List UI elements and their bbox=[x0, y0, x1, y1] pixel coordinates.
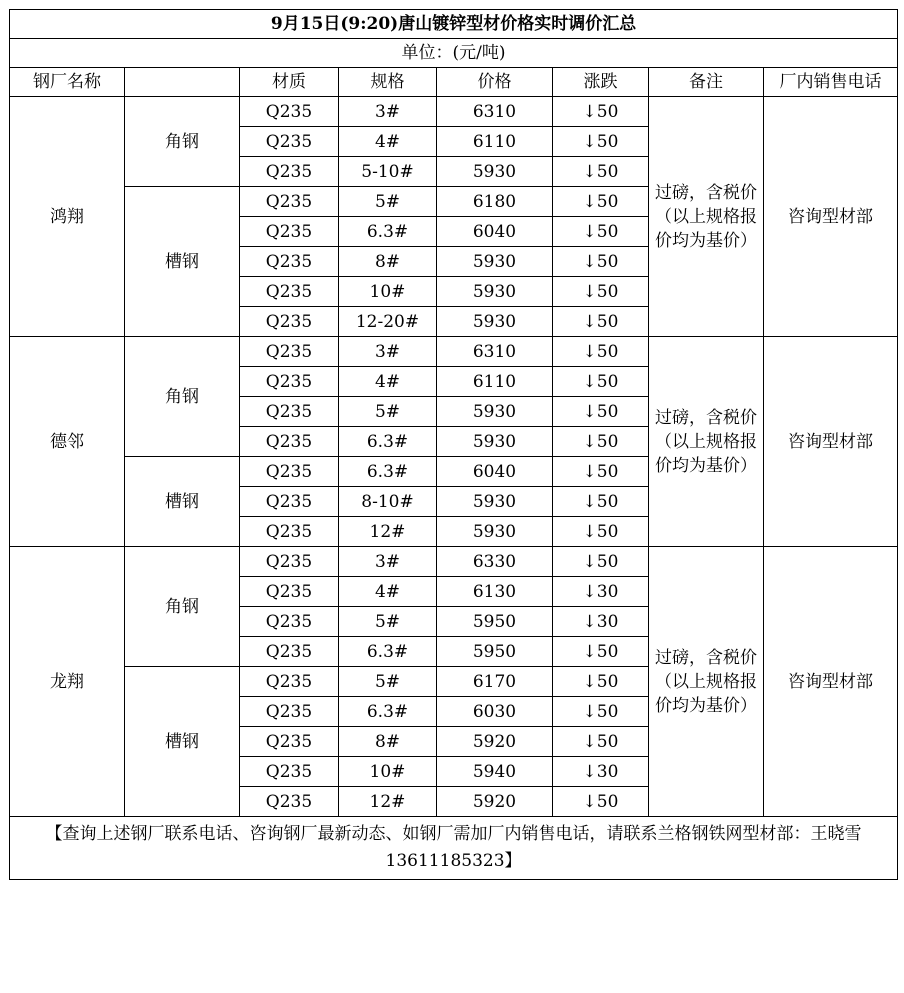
change-cell: ↓50 bbox=[553, 547, 649, 577]
change-cell: ↓50 bbox=[553, 337, 649, 367]
material-cell: Q235 bbox=[240, 697, 339, 727]
price-cell: 6110 bbox=[437, 127, 553, 157]
spec-cell: 8# bbox=[339, 727, 437, 757]
spec-cell: 3# bbox=[339, 337, 437, 367]
header-blank bbox=[125, 68, 240, 97]
price-cell: 6040 bbox=[437, 217, 553, 247]
change-cell: ↓50 bbox=[553, 517, 649, 547]
price-table bbox=[9, 9, 898, 880]
spec-cell: 6.3# bbox=[339, 217, 437, 247]
mill-name: 鸿翔 bbox=[10, 97, 125, 337]
price-cell: 5930 bbox=[437, 487, 553, 517]
price-cell: 5950 bbox=[437, 607, 553, 637]
product-type: 角钢 bbox=[125, 97, 240, 187]
phone-cell: 咨询型材部 bbox=[764, 97, 898, 337]
change-cell: ↓50 bbox=[553, 727, 649, 757]
material-cell: Q235 bbox=[240, 457, 339, 487]
material-cell: Q235 bbox=[240, 487, 339, 517]
spec-cell: 6.3# bbox=[339, 697, 437, 727]
phone-cell: 咨询型材部 bbox=[764, 337, 898, 547]
spec-cell: 12# bbox=[339, 517, 437, 547]
spec-cell: 3# bbox=[339, 97, 437, 127]
price-cell: 6330 bbox=[437, 547, 553, 577]
change-cell: ↓50 bbox=[553, 97, 649, 127]
remark-cell: 过磅，含税价（以上规格报价均为基价） bbox=[649, 337, 764, 547]
change-cell: ↓50 bbox=[553, 367, 649, 397]
remark-cell: 过磅，含税价（以上规格报价均为基价） bbox=[649, 547, 764, 817]
material-cell: Q235 bbox=[240, 397, 339, 427]
change-cell: ↓30 bbox=[553, 757, 649, 787]
change-cell: ↓50 bbox=[553, 187, 649, 217]
change-cell: ↓50 bbox=[553, 127, 649, 157]
change-cell: ↓50 bbox=[553, 637, 649, 667]
price-cell: 5930 bbox=[437, 277, 553, 307]
contact-footer: 【查询上述钢厂联系电话、咨询钢厂最新动态、如钢厂需加厂内销售电话，请联系兰格钢铁网型材部：王晓雪13611185323】 bbox=[10, 817, 898, 880]
spec-cell: 12-20# bbox=[339, 307, 437, 337]
change-cell: ↓50 bbox=[553, 427, 649, 457]
change-cell: ↓50 bbox=[553, 667, 649, 697]
material-cell: Q235 bbox=[240, 787, 339, 817]
spec-cell: 4# bbox=[339, 127, 437, 157]
price-cell: 5930 bbox=[437, 517, 553, 547]
material-cell: Q235 bbox=[240, 277, 339, 307]
price-cell: 6030 bbox=[437, 697, 553, 727]
material-cell: Q235 bbox=[240, 217, 339, 247]
mill-name: 龙翔 bbox=[10, 547, 125, 817]
spec-cell: 5# bbox=[339, 607, 437, 637]
price-cell: 6170 bbox=[437, 667, 553, 697]
price-cell: 6180 bbox=[437, 187, 553, 217]
material-cell: Q235 bbox=[240, 757, 339, 787]
material-cell: Q235 bbox=[240, 337, 339, 367]
price-cell: 5930 bbox=[437, 307, 553, 337]
mill-name: 德邻 bbox=[10, 337, 125, 547]
table-row bbox=[10, 97, 898, 127]
material-cell: Q235 bbox=[240, 367, 339, 397]
material-cell: Q235 bbox=[240, 427, 339, 457]
price-cell: 5930 bbox=[437, 427, 553, 457]
change-cell: ↓50 bbox=[553, 457, 649, 487]
spec-cell: 5# bbox=[339, 397, 437, 427]
product-type: 槽钢 bbox=[125, 457, 240, 547]
material-cell: Q235 bbox=[240, 157, 339, 187]
price-cell: 6310 bbox=[437, 337, 553, 367]
product-type: 槽钢 bbox=[125, 667, 240, 817]
change-cell: ↓50 bbox=[553, 157, 649, 187]
material-cell: Q235 bbox=[240, 607, 339, 637]
spec-cell: 8-10# bbox=[339, 487, 437, 517]
material-cell: Q235 bbox=[240, 727, 339, 757]
material-cell: Q235 bbox=[240, 517, 339, 547]
change-cell: ↓50 bbox=[553, 787, 649, 817]
material-cell: Q235 bbox=[240, 637, 339, 667]
spec-cell: 4# bbox=[339, 577, 437, 607]
price-cell: 5940 bbox=[437, 757, 553, 787]
price-cell: 5950 bbox=[437, 637, 553, 667]
spec-cell: 5# bbox=[339, 187, 437, 217]
spec-cell: 4# bbox=[339, 367, 437, 397]
header-mill: 钢厂名称 bbox=[10, 68, 125, 97]
product-type: 角钢 bbox=[125, 337, 240, 457]
change-cell: ↓50 bbox=[553, 697, 649, 727]
material-cell: Q235 bbox=[240, 547, 339, 577]
material-cell: Q235 bbox=[240, 307, 339, 337]
spec-cell: 6.3# bbox=[339, 457, 437, 487]
header-row bbox=[10, 68, 898, 97]
spec-cell: 6.3# bbox=[339, 637, 437, 667]
unit-label: 单位：(元/吨) bbox=[10, 39, 898, 68]
table-title: 9月15日(9:20)唐山镀锌型材价格实时调价汇总 bbox=[10, 10, 898, 39]
remark-cell: 过磅，含税价（以上规格报价均为基价） bbox=[649, 97, 764, 337]
change-cell: ↓50 bbox=[553, 307, 649, 337]
material-cell: Q235 bbox=[240, 577, 339, 607]
material-cell: Q235 bbox=[240, 667, 339, 697]
material-cell: Q235 bbox=[240, 187, 339, 217]
phone-cell: 咨询型材部 bbox=[764, 547, 898, 817]
spec-cell: 6.3# bbox=[339, 427, 437, 457]
product-type: 槽钢 bbox=[125, 187, 240, 337]
price-cell: 5930 bbox=[437, 397, 553, 427]
header-change: 涨跌 bbox=[553, 68, 649, 97]
change-cell: ↓30 bbox=[553, 607, 649, 637]
header-price: 价格 bbox=[437, 68, 553, 97]
change-cell: ↓50 bbox=[553, 247, 649, 277]
spec-cell: 5-10# bbox=[339, 157, 437, 187]
price-cell: 5930 bbox=[437, 247, 553, 277]
change-cell: ↓50 bbox=[553, 397, 649, 427]
price-cell: 5920 bbox=[437, 787, 553, 817]
change-cell: ↓50 bbox=[553, 487, 649, 517]
spec-cell: 5# bbox=[339, 667, 437, 697]
price-cell: 5920 bbox=[437, 727, 553, 757]
change-cell: ↓50 bbox=[553, 217, 649, 247]
product-type: 角钢 bbox=[125, 547, 240, 667]
material-cell: Q235 bbox=[240, 127, 339, 157]
price-cell: 6310 bbox=[437, 97, 553, 127]
spec-cell: 10# bbox=[339, 277, 437, 307]
change-cell: ↓30 bbox=[553, 577, 649, 607]
price-cell: 6110 bbox=[437, 367, 553, 397]
price-cell: 6130 bbox=[437, 577, 553, 607]
spec-cell: 10# bbox=[339, 757, 437, 787]
header-remark: 备注 bbox=[649, 68, 764, 97]
material-cell: Q235 bbox=[240, 247, 339, 277]
material-cell: Q235 bbox=[240, 97, 339, 127]
table-row bbox=[10, 547, 898, 577]
header-phone: 厂内销售电话 bbox=[764, 68, 898, 97]
header-spec: 规格 bbox=[339, 68, 437, 97]
header-material: 材质 bbox=[240, 68, 339, 97]
price-cell: 5930 bbox=[437, 157, 553, 187]
price-cell: 6040 bbox=[437, 457, 553, 487]
spec-cell: 12# bbox=[339, 787, 437, 817]
spec-cell: 3# bbox=[339, 547, 437, 577]
change-cell: ↓50 bbox=[553, 277, 649, 307]
table-row bbox=[10, 337, 898, 367]
spec-cell: 8# bbox=[339, 247, 437, 277]
